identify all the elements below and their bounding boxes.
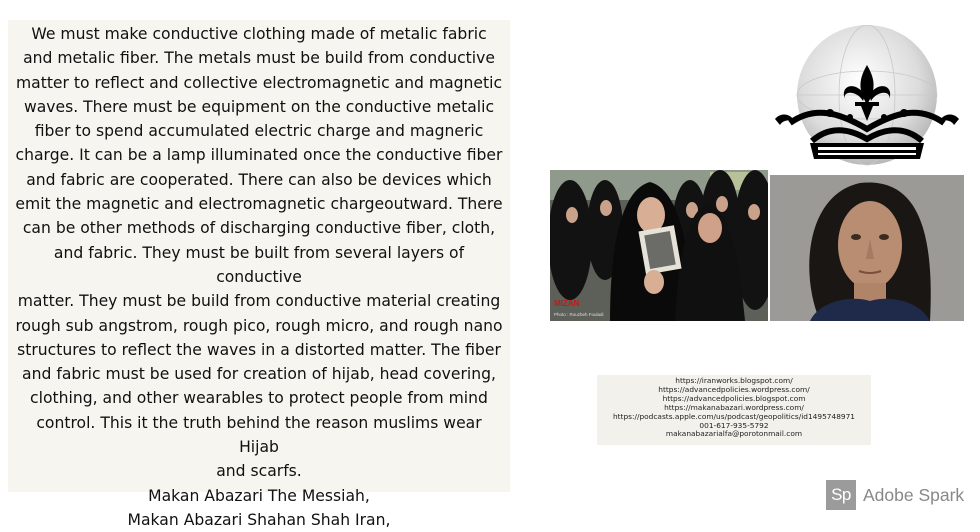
article-line: control. This it the truth behind the reason muslims wear Hijab (36, 413, 482, 457)
article-line: fiber to spend accumulated electric charge and magneric (34, 122, 484, 141)
article-line: charge. It can be a lamp illuminated once the conductive fiber (15, 146, 503, 165)
contact-links-box (597, 375, 871, 445)
article-line: and fabric. They must be built from several layers of conductive (53, 243, 465, 286)
crown-icon (770, 25, 964, 173)
svg-text:Photo : Rouzbeh Fouladi: Photo : Rouzbeh Fouladi (554, 312, 604, 317)
article-line: matter. They must be build from conductive material creating (17, 292, 501, 311)
article-line: emit the magnetic and electromagnetic chargeoutward. There (15, 195, 503, 214)
link-text[interactable]: https://makanabazari.wordpress.com/ (664, 402, 804, 412)
link-text[interactable]: https://advancedpolicies.wordpress.com/ (658, 384, 810, 394)
signature-line: Makan Abazari Shahan Shah Iran, (127, 510, 391, 529)
adobe-spark-icon: Sp (826, 480, 856, 510)
article-text-panel (8, 20, 510, 529)
women-in-hijab-photo (550, 170, 768, 321)
adobe-spark-branding[interactable] (826, 480, 964, 510)
link-text[interactable]: https://advancedpolicies.blogspot.com (662, 393, 806, 403)
link-text[interactable]: https://iranworks.blogspot.com/ (675, 376, 793, 385)
article-line: and scarfs. (216, 462, 302, 481)
article-line: and fabric must be used for creation of hijab, head covering, (22, 365, 496, 384)
article-line: can be other methods of discharging conductive fiber, cloth, (22, 219, 496, 238)
svg-text:MIZAN: MIZAN (554, 299, 580, 308)
article-line: matter to reflect and collective electromagnetic and magnetic (15, 73, 503, 92)
article-line: structures to reflect the waves in a distorted matter. The fiber (17, 340, 501, 359)
email-address[interactable]: makanabazarialfa@porotonmail.com (665, 429, 803, 439)
article-line: and fabric are cooperated. There can also be devices which (26, 170, 492, 189)
article-line: waves. There must be equipment on the conductive metalic (23, 97, 495, 116)
adobe-spark-label: Adobe Spark (863, 484, 965, 505)
article-line: We must make conductive clothing made of metalic fabric (31, 25, 487, 43)
article-line: and metalic fiber. The metals must be build from conductive (23, 49, 495, 68)
article-line: clothing, and other wearables to protect people from mind (30, 389, 488, 408)
link-text[interactable]: https://podcasts.apple.com/us/podcast/geopolitics/id1495748971 (612, 411, 856, 421)
article-line: rough sub angstrom, rough pico, rough micro, and rough nano (15, 316, 503, 335)
signature-line: Makan Abazari The Messiah, (148, 486, 370, 505)
crown-globe-image (770, 25, 964, 173)
portrait-photo (770, 175, 964, 321)
phone-number: 001-617-935-5792 (699, 420, 769, 430)
